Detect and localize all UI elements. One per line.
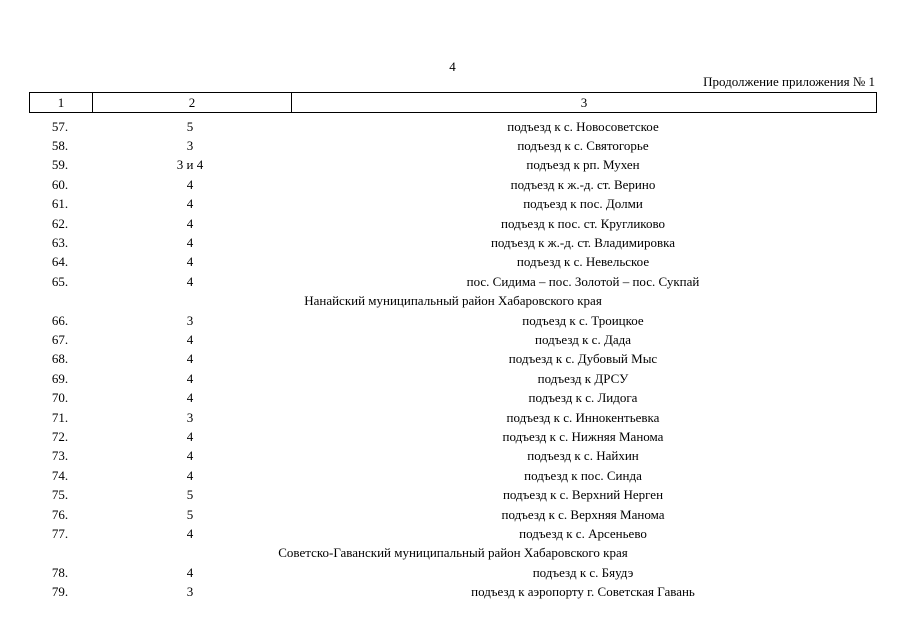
table-row (29, 524, 877, 543)
table-row (29, 175, 877, 194)
row-number: 65. (51, 273, 69, 289)
row-road-name: подъезд к ж.-д. ст. Владимировка (490, 235, 676, 251)
table-row (29, 195, 877, 214)
table-row (29, 447, 877, 466)
header-col-2: 2 (93, 93, 292, 112)
row-category: 4 (186, 235, 194, 251)
row-number: 64. (51, 254, 69, 270)
row-number: 66. (51, 312, 69, 328)
row-number: 67. (51, 331, 69, 347)
row-category: 4 (186, 564, 194, 580)
table-row (29, 388, 877, 407)
row-number: 58. (51, 138, 69, 154)
continuation-label: Продолжение приложения № 1 (703, 74, 875, 89)
row-road-name: подъезд к ж.-д. ст. Верино (510, 176, 656, 192)
row-road-name: подъезд к аэропорту г. Советская Гавань (471, 584, 695, 600)
row-category: 5 (186, 487, 194, 503)
table-row (29, 233, 877, 252)
row-road-name: подъезд к пос. Синда (524, 467, 642, 483)
row-category: 3 (186, 409, 194, 425)
row-road-name: подъезд к с. Верхняя Манома (501, 506, 665, 522)
row-number: 78. (51, 564, 69, 580)
section-heading (29, 292, 877, 311)
row-number: 57. (51, 118, 69, 134)
row-number: 72. (51, 428, 69, 444)
section-heading (29, 544, 877, 563)
row-category: 4 (186, 351, 194, 367)
table-row (29, 427, 877, 446)
row-number: 77. (51, 525, 69, 541)
row-category: 4 (186, 370, 194, 386)
page-number: 4 (449, 59, 456, 74)
row-road-name: подъезд к с. Дубовый Мыс (508, 351, 658, 367)
row-road-name: подъезд к с. Святогорье (517, 138, 649, 154)
row-road-name: подъезд к пос. ст. Кругликово (500, 215, 666, 231)
table-row (29, 408, 877, 427)
row-number: 75. (51, 487, 69, 503)
row-number: 60. (51, 176, 69, 192)
table-row (29, 330, 877, 349)
row-category: 4 (186, 273, 194, 289)
row-category: 3 (186, 312, 194, 328)
row-category: 4 (186, 525, 194, 541)
row-road-name: подъезд к с. Нижняя Манома (502, 428, 664, 444)
row-category: 4 (186, 215, 194, 231)
header-col-3: 3 (580, 95, 588, 110)
row-category: 3 (186, 138, 194, 154)
row-number: 74. (51, 467, 69, 483)
row-category: 4 (186, 390, 194, 406)
row-number: 63. (51, 235, 69, 251)
row-road-name: подъезд к пос. Долми (523, 196, 643, 212)
table-row (29, 156, 877, 175)
row-number: 70. (51, 390, 69, 406)
table-row (29, 505, 877, 524)
table-row (29, 253, 877, 272)
table-row (29, 350, 877, 369)
row-number: 61. (51, 196, 69, 212)
row-category: 3 и 4 (176, 157, 204, 173)
row-number: 69. (51, 370, 69, 386)
row-road-name: подъезд к ДРСУ (537, 370, 629, 386)
table-row (29, 311, 877, 330)
table-row (29, 369, 877, 388)
row-category: 4 (186, 448, 194, 464)
table-row (29, 214, 877, 233)
row-road-name: подъезд к с. Троицкое (522, 312, 644, 328)
row-number: 62. (51, 215, 69, 231)
row-number: 73. (51, 448, 69, 464)
row-number: 76. (51, 506, 69, 522)
row-category: 4 (186, 176, 194, 192)
header-col-1: 1 (30, 93, 93, 112)
row-road-name: подъезд к с. Найхин (527, 448, 639, 464)
row-road-name: подъезд к с. Иннокентьевка (506, 409, 660, 425)
table-row (29, 117, 877, 136)
row-number: 59. (51, 157, 69, 173)
table-row (29, 136, 877, 155)
table-row (29, 272, 877, 291)
row-road-name: подъезд к с. Дада (535, 331, 631, 347)
row-number: 79. (51, 584, 69, 600)
row-road-name: подъезд к с. Арсеньево (519, 525, 647, 541)
table-header (29, 92, 877, 113)
table-row (29, 582, 877, 601)
row-category: 4 (186, 467, 194, 483)
row-category: 5 (186, 118, 194, 134)
table-row (29, 485, 877, 504)
table-body (29, 117, 877, 602)
row-road-name: пос. Сидима – пос. Золотой – пос. Сукпай (466, 273, 700, 289)
row-road-name: подъезд к с. Новосоветское (507, 118, 659, 134)
table-row (29, 466, 877, 485)
table-row (29, 563, 877, 582)
section-title: Советско-Гаванский муниципальный район Хабаровского края (278, 545, 628, 561)
row-category: 5 (186, 506, 194, 522)
row-category: 4 (186, 196, 194, 212)
row-road-name: подъезд к с. Верхний Нерген (502, 487, 664, 503)
row-road-name: подъезд к с. Невельское (516, 254, 650, 270)
row-category: 4 (186, 331, 194, 347)
row-road-name: подъезд к с. Бяудэ (532, 564, 634, 580)
row-number: 71. (51, 409, 69, 425)
row-category: 4 (186, 254, 194, 270)
row-category: 3 (186, 584, 194, 600)
row-road-name: подъезд к рп. Мухен (526, 157, 640, 173)
row-number: 68. (51, 351, 69, 367)
section-title: Нанайский муниципальный район Хабаровского края (304, 293, 602, 309)
row-road-name: подъезд к с. Лидога (528, 390, 638, 406)
row-category: 4 (186, 428, 194, 444)
